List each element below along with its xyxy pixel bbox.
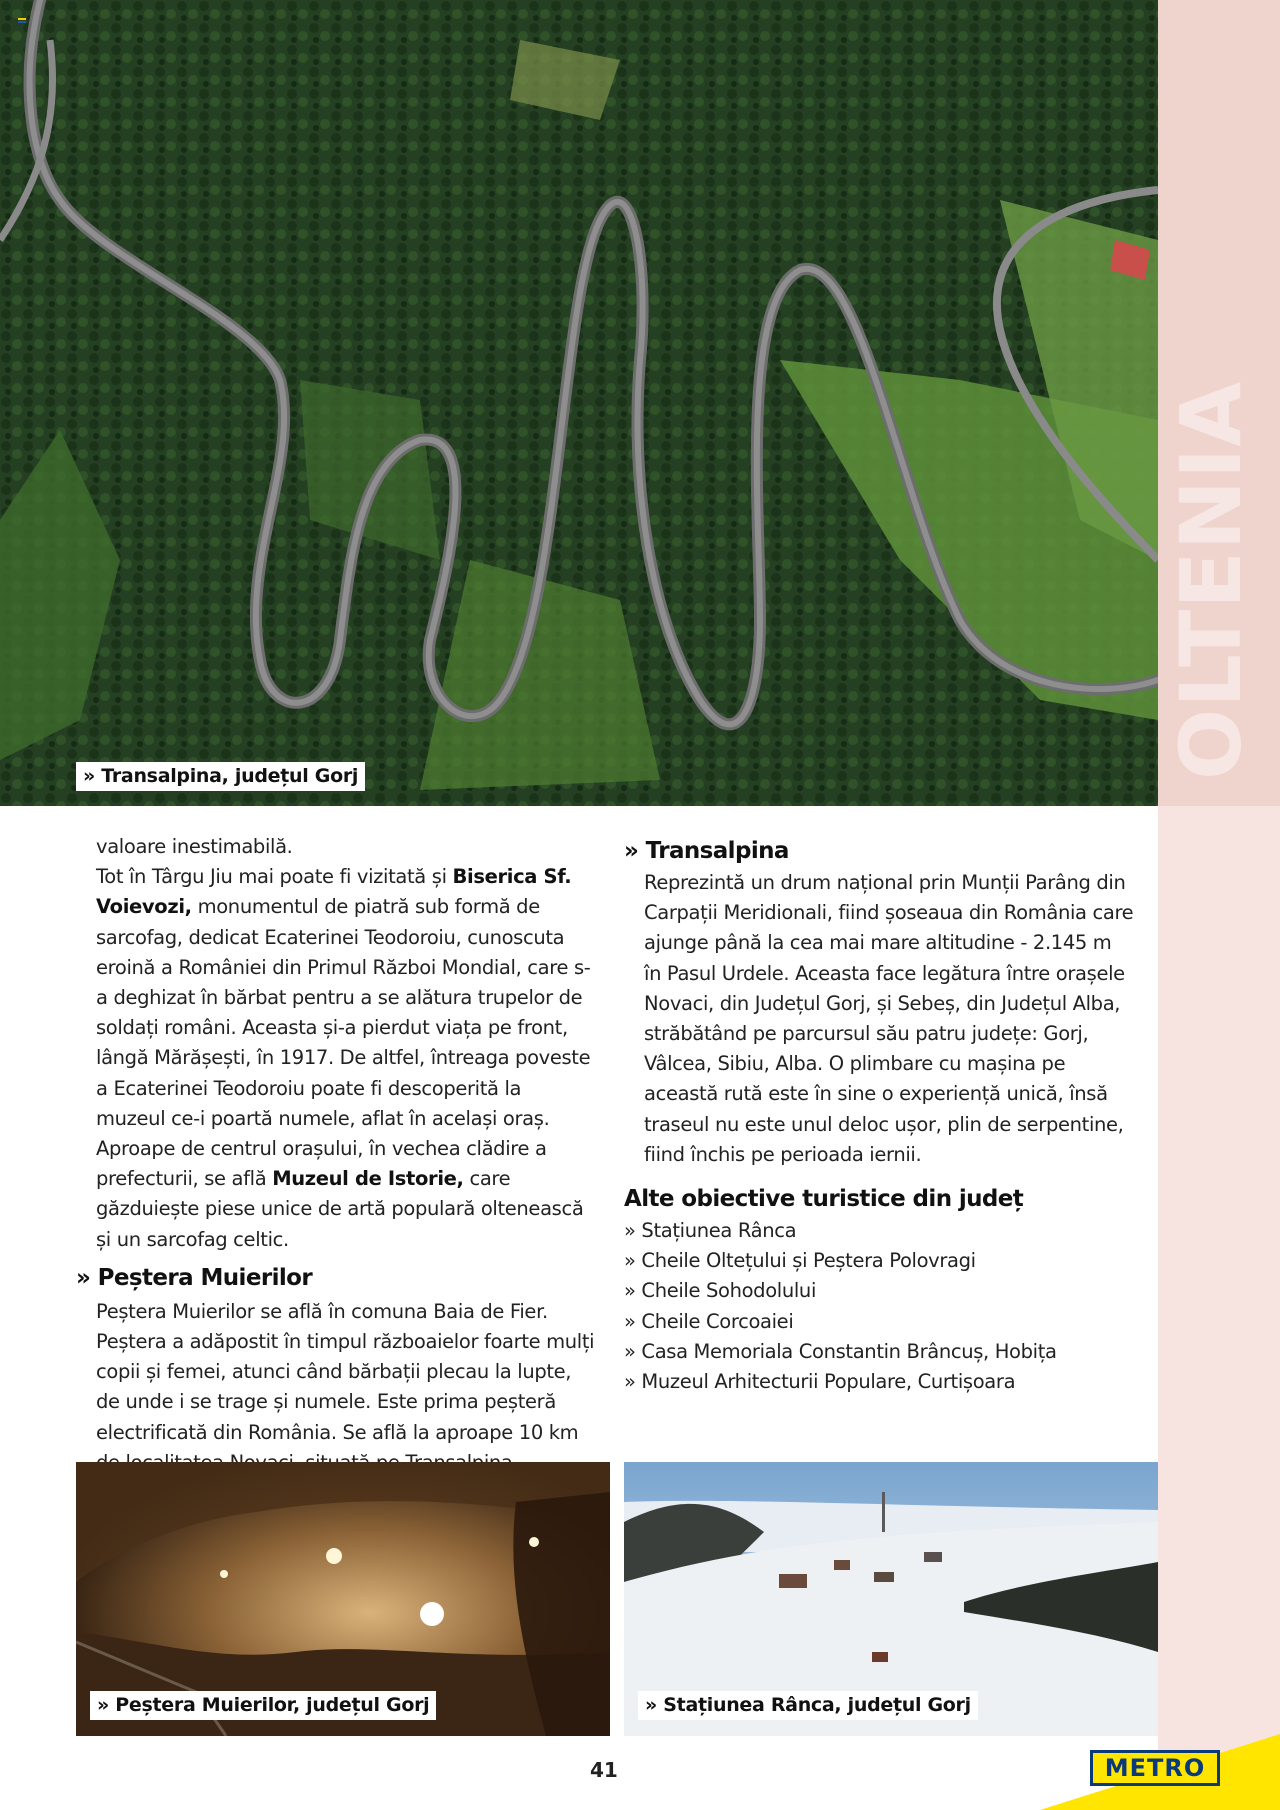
highlight-biserica: Biserica Sf. Voievozi,: [96, 865, 572, 919]
list-item: » Muzeul Arhitecturii Populare, Curtișoara: [624, 1370, 1016, 1394]
list-item: » Cheile Corcoaiei: [624, 1309, 794, 1333]
region-label: OLTENIA: [1162, 380, 1260, 780]
list-item: » Cheile Oltețului și Peștera Polovragi: [624, 1249, 976, 1273]
section-title-pestera: » Peștera Muierilor: [76, 1264, 313, 1291]
highlight-muzeul: Muzeul de Istorie,: [272, 1167, 464, 1191]
pestera-text: Peștera Muierilor se află în comuna Baia de Fier. Peștera a adăpostit în timpul războaielor foarte mulți copii și femei, atunci când bărbații plecau la lupte, de unde i se trage și numele. Este prima peșteră electrificată din România. Se află la aproape 10 km: [96, 1299, 595, 1444]
section-title-transalpina: » Transalpina: [624, 838, 789, 864]
metro-logo: METRO: [1090, 1750, 1220, 1786]
intro-text: valoare inestimabilă.: [96, 835, 293, 858]
transalpina-text: Reprezintă un drum național prin Munții Parâng din Carpații Meridionali, fiind șoseaua din România care ajunge până la cea mai mare altitudine - 2.145 m în Pasul Urdele. Aceasta face legătura între orașele Novaci, din Județul Gorj, și Sebeș, din Județul Alba, străbătând pe parcursul său patru județe: Gorj, Vâlcea, Sibiu, Alba. O plimbare cu mașina pe această rută este în sine o experiență unică, însă traseul nu este unul deloc ușor, plin de serpentine, fiind închis pe perioada iernii.: [644, 871, 1134, 1166]
right-column: [624, 834, 1134, 1397]
para-text: care găzduiește piese unice de artă populară oltenească și un sarcofag celtic.: [96, 1167, 584, 1251]
ranca-caption: » Stațiunea Rânca, județul Gorj: [638, 1691, 978, 1720]
para-text: Tot în Târgu Jiu mai poate fi vizitată și: [96, 865, 453, 889]
flag-icon: [18, 18, 26, 26]
cave-photo: [76, 1462, 610, 1736]
ranca-photo: [624, 1462, 1158, 1736]
page-number: 41: [590, 1758, 618, 1782]
hero-caption: » Transalpina, județul Gorj: [76, 762, 365, 791]
hero-illustration: [0, 0, 1158, 806]
list-item: » Stațiunea Rânca: [624, 1219, 797, 1243]
list-item: » Cheile Sohodolului: [624, 1279, 817, 1303]
paragraph-tg-jiu: [96, 862, 596, 1255]
attractions-list: [624, 1216, 1134, 1397]
cave-caption: » Peștera Muierilor, județul Gorj: [90, 1691, 436, 1720]
left-column: [76, 832, 596, 1478]
list-item: » Casa Memoriala Constantin Brâncuș, Hobița: [624, 1339, 1057, 1363]
hero-photo: [0, 0, 1158, 806]
list-title: Alte obiective turistice din județ: [624, 1186, 1024, 1213]
para-text: monumentul de piatră sub formă de sarcofag, dedicat Ecaterinei Teodoroiu, cunoscuta eroină a României din Primul Război Mondial, care s-a deghizat în bărbat pentru a se alătura trupelor de soldați români. Aceasta și-a pierdut viața pe front, lângă Mărășești, în 1917. De altfel, întreaga poveste a Ecaterinei Teodoroiu poate fi descoperită la muzeul ce-i poartă numele, aflat în același oraș. Aproape de centrul orașului, în vechea clădire a prefecturii, se află: [96, 895, 591, 1191]
